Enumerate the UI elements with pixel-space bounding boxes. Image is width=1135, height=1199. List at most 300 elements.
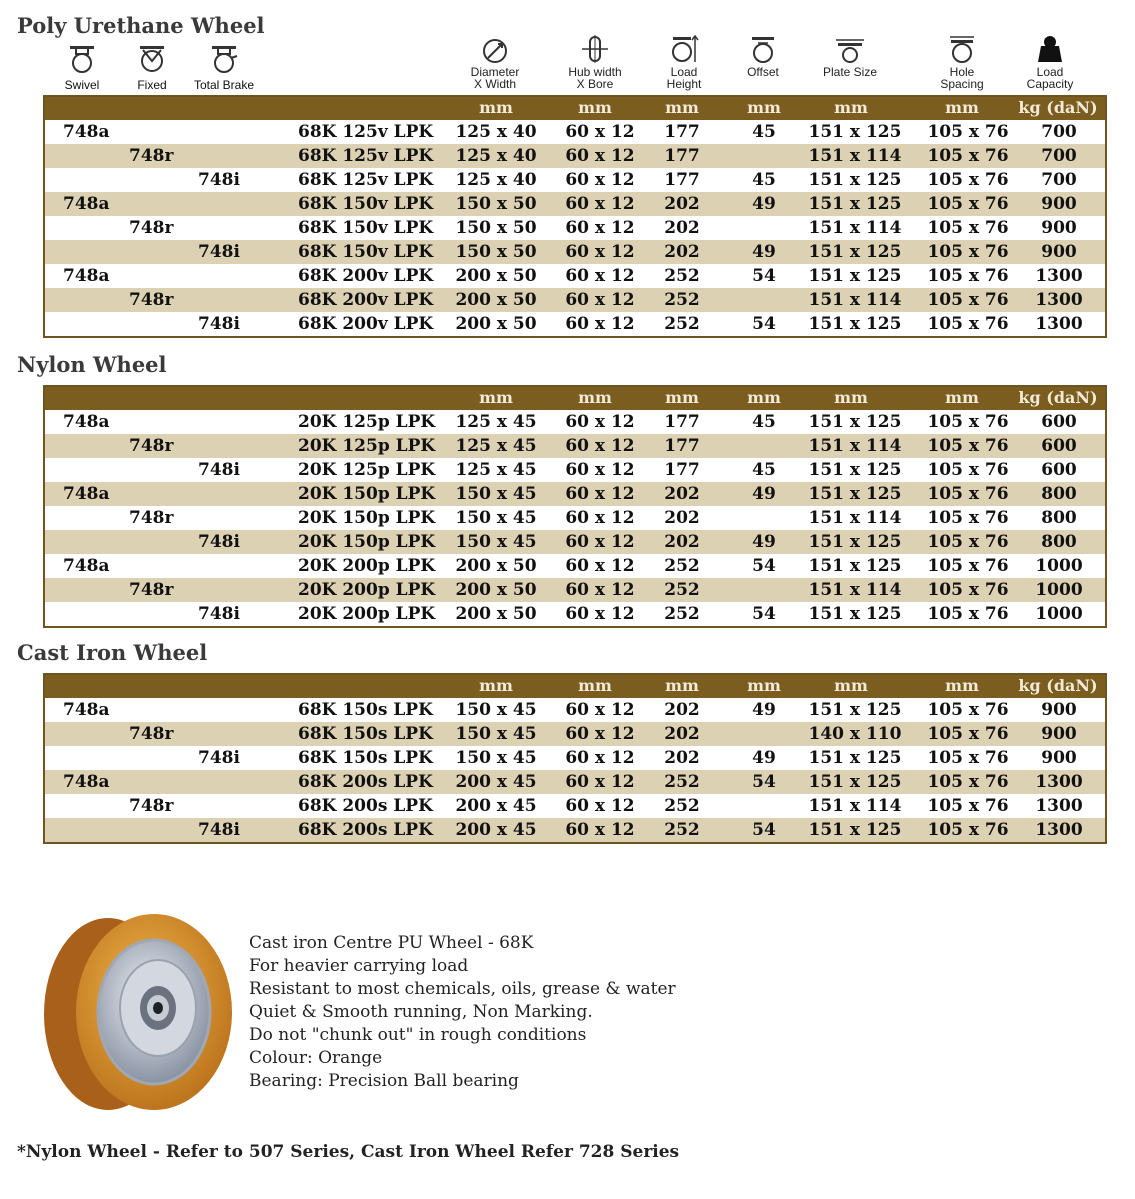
cell-code: 68K 125v LPK [298,146,434,166]
cell-plate: 151 x 125 [808,820,902,840]
cell-offset: 54 [752,604,776,624]
cell-offset: 54 [752,820,776,840]
cell-diameter: 125 x 40 [455,122,537,142]
cell-code: 20K 150p LPK [298,532,436,552]
cell-capacity: 900 [1041,194,1077,214]
table-row [45,168,1105,192]
cell-hub: 60 x 12 [565,796,635,816]
cell-plate: 151 x 114 [808,508,902,528]
cell-capacity: 700 [1041,122,1077,142]
unit-label: kg (daN) [1018,388,1098,407]
cell-capacity: 1300 [1035,796,1083,816]
cell-height: 202 [664,724,700,744]
cell-plate: 151 x 125 [808,532,902,552]
cell-code: 68K 125v LPK [298,122,434,142]
units-header-row [45,675,1105,698]
cell-holes: 105 x 76 [927,170,1009,190]
unit-label: mm [665,98,699,117]
unit-label: mm [945,676,979,695]
cell-plate: 151 x 125 [808,412,902,432]
cell-holes: 105 x 76 [927,194,1009,214]
cell-capacity: 1000 [1035,580,1083,600]
offset-icon [748,34,778,64]
cell-code: 68K 125v LPK [298,170,434,190]
cell-holes: 105 x 76 [927,436,1009,456]
cell-holes: 105 x 76 [927,508,1009,528]
cell-code: 20K 200p LPK [298,556,436,576]
table-row [45,506,1105,530]
description-line: Bearing: Precision Ball bearing [249,1071,519,1091]
cell-height: 177 [664,412,700,432]
cell-height: 202 [664,508,700,528]
cell-capacity: 600 [1041,460,1077,480]
cell-code: 68K 200s LPK [298,796,433,816]
diameter-icon [481,34,509,64]
cell-height: 252 [664,266,700,286]
cell-holes: 105 x 76 [927,484,1009,504]
cell-plate: 151 x 114 [808,796,902,816]
cell-height: 252 [664,772,700,792]
cell-capacity: 1300 [1035,290,1083,310]
cell-holes: 105 x 76 [927,748,1009,768]
cell-height: 202 [664,700,700,720]
table-row [45,530,1105,554]
section-title-cast-iron: Cast Iron Wheel [17,640,208,665]
cell-code: 68K 150v LPK [298,194,434,214]
description-line: Colour: Orange [249,1048,383,1068]
column-diameter-label1: Diameter [470,65,520,79]
cell-diameter: 150 x 45 [455,724,537,744]
cell-offset: 49 [752,700,776,720]
cell-holes: 105 x 76 [927,266,1009,286]
cell-holes: 105 x 76 [927,146,1009,166]
cell-code: 20K 125p LPK [298,436,436,456]
cell-offset: 45 [752,170,776,190]
cell-plate: 151 x 125 [808,266,902,286]
cell-plate: 151 x 125 [808,122,902,142]
cell-offset: 54 [752,266,776,286]
cell-height: 177 [664,146,700,166]
cell-capacity: 900 [1041,724,1077,744]
caster-type-code: 748a [63,484,110,504]
column-plate-size [816,34,884,78]
table-row [45,698,1105,722]
cell-diameter: 200 x 50 [455,580,537,600]
cell-height: 202 [664,484,700,504]
caster-type-fixed [132,44,172,74]
cell-hub: 60 x 12 [565,290,635,310]
pu-wheel-image [36,904,236,1122]
table-row [45,722,1105,746]
product-description [249,932,676,1093]
table-row [45,434,1105,458]
unit-label: mm [834,676,868,695]
cell-offset: 45 [752,412,776,432]
section-title-poly-urethane: Poly Urethane Wheel [17,13,265,38]
unit-label: mm [747,676,781,695]
cell-diameter: 150 x 50 [455,242,537,262]
cell-capacity: 700 [1041,146,1077,166]
caster-type-code: 748i [198,170,240,190]
cell-code: 20K 125p LPK [298,460,436,480]
caster-type-code: 748i [198,532,240,552]
cell-height: 202 [664,242,700,262]
cell-offset: 49 [752,748,776,768]
cell-plate: 151 x 125 [808,194,902,214]
cell-height: 252 [664,604,700,624]
caster-type-swivel-label: Swivel [64,78,100,92]
caster-type-code: 748r [129,796,174,816]
cell-height: 252 [664,796,700,816]
cell-hub: 60 x 12 [565,532,635,552]
column-load-capacity [1020,34,1080,90]
cell-capacity: 1300 [1035,772,1083,792]
cell-hub: 60 x 12 [565,242,635,262]
unit-label: kg (daN) [1018,98,1098,117]
table-row [45,144,1105,168]
cell-code: 68K 200v LPK [298,266,434,286]
cell-plate: 151 x 114 [808,290,902,310]
unit-label: mm [665,388,699,407]
cell-holes: 105 x 76 [927,724,1009,744]
column-offset-label1: Offset [747,65,779,79]
cell-hub: 60 x 12 [565,436,635,456]
caster-type-code: 748i [198,604,240,624]
cell-hub: 60 x 12 [565,194,635,214]
cell-hub: 60 x 12 [565,580,635,600]
cell-hub: 60 x 12 [565,218,635,238]
cell-height: 177 [664,460,700,480]
cell-code: 68K 150v LPK [298,242,434,262]
cell-holes: 105 x 76 [927,242,1009,262]
cell-plate: 151 x 125 [808,556,902,576]
cell-diameter: 125 x 45 [455,436,537,456]
cell-hub: 60 x 12 [565,772,635,792]
unit-label: mm [665,676,699,695]
cell-hub: 60 x 12 [565,412,635,432]
cell-capacity: 900 [1041,218,1077,238]
caster-type-total-brake [194,44,254,74]
cell-diameter: 200 x 50 [455,314,537,334]
column-load-capacity-label2: Capacity [1026,77,1074,91]
cell-holes: 105 x 76 [927,820,1009,840]
unit-label: mm [479,98,513,117]
column-diameter-label2: X Width [473,77,516,91]
cell-diameter: 200 x 50 [455,604,537,624]
cell-code: 68K 150s LPK [298,700,433,720]
cell-diameter: 125 x 40 [455,170,537,190]
cell-height: 202 [664,218,700,238]
caster-type-code: 748i [198,314,240,334]
cell-code: 68K 150s LPK [298,748,433,768]
column-load-height-label1: Load [670,65,698,79]
caster-type-fixed-label: Fixed [137,78,167,92]
cell-plate: 151 x 125 [808,772,902,792]
caster-type-code: 748i [198,820,240,840]
cell-height: 177 [664,436,700,456]
cell-capacity: 900 [1041,242,1077,262]
caster-type-code: 748r [129,436,174,456]
unit-label: mm [747,388,781,407]
column-diameter [464,34,526,90]
cell-plate: 151 x 114 [808,580,902,600]
cell-capacity: 1000 [1035,556,1083,576]
cell-capacity: 900 [1041,700,1077,720]
unit-label: mm [834,388,868,407]
cell-diameter: 150 x 45 [455,484,537,504]
caster-type-code: 748a [63,194,110,214]
cell-code: 68K 200v LPK [298,314,434,334]
cell-plate: 151 x 114 [808,146,902,166]
cell-holes: 105 x 76 [927,700,1009,720]
table-row [45,458,1105,482]
caster-type-code: 748r [129,146,174,166]
table-row [45,264,1105,288]
cell-holes: 105 x 76 [927,122,1009,142]
column-load-capacity-label1: Load [1036,65,1064,79]
cell-hub: 60 x 12 [565,724,635,744]
cell-capacity: 900 [1041,748,1077,768]
cell-holes: 105 x 76 [927,218,1009,238]
caster-type-code: 748a [63,412,110,432]
caster-type-code: 748r [129,508,174,528]
cell-plate: 151 x 125 [808,748,902,768]
column-hole-spacing-label2: Spacing [940,77,984,91]
column-hole-spacing [931,34,993,90]
table-row [45,794,1105,818]
table-row [45,410,1105,434]
cell-height: 202 [664,194,700,214]
unit-label: mm [945,388,979,407]
cell-offset: 45 [752,460,776,480]
fixed-caster-icon [137,44,167,74]
cell-diameter: 125 x 45 [455,460,537,480]
load-height-icon [669,34,699,64]
cell-code: 68K 200v LPK [298,290,434,310]
cell-holes: 105 x 76 [927,580,1009,600]
cell-offset: 54 [752,772,776,792]
unit-label: mm [945,98,979,117]
cell-holes: 105 x 76 [927,796,1009,816]
cell-diameter: 150 x 50 [455,218,537,238]
cell-offset: 49 [752,242,776,262]
hub-width-icon [580,34,610,64]
unit-label: mm [578,676,612,695]
cell-capacity: 800 [1041,532,1077,552]
swivel-caster-icon [67,44,97,74]
caster-type-code: 748a [63,700,110,720]
cell-height: 252 [664,556,700,576]
cell-code: 20K 150p LPK [298,508,436,528]
unit-label: mm [578,388,612,407]
footnote: *Nylon Wheel - Refer to 507 Series, Cast Iron Wheel Refer 728 Series [17,1142,680,1162]
cell-hub: 60 x 12 [565,556,635,576]
cell-diameter: 150 x 45 [455,748,537,768]
cell-diameter: 200 x 45 [455,796,537,816]
cell-offset: 49 [752,194,776,214]
table-row [45,288,1105,312]
caster-type-code: 748a [63,772,110,792]
cell-plate: 140 x 110 [808,724,902,744]
cell-diameter: 150 x 45 [455,508,537,528]
cell-holes: 105 x 76 [927,556,1009,576]
cell-diameter: 150 x 50 [455,194,537,214]
cell-hub: 60 x 12 [565,122,635,142]
cell-plate: 151 x 125 [808,484,902,504]
cell-hub: 60 x 12 [565,820,635,840]
cell-hub: 60 x 12 [565,604,635,624]
nylon-table [43,385,1107,628]
cell-diameter: 125 x 40 [455,146,537,166]
cell-hub: 60 x 12 [565,508,635,528]
cell-code: 68K 200s LPK [298,772,433,792]
unit-label: mm [747,98,781,117]
caster-type-code: 748a [63,266,110,286]
cell-code: 68K 200s LPK [298,820,433,840]
table-row [45,482,1105,506]
cell-hub: 60 x 12 [565,460,635,480]
description-line: Quiet & Smooth running, Non Marking. [249,1002,593,1022]
cell-height: 177 [664,170,700,190]
cell-holes: 105 x 76 [927,532,1009,552]
cell-hub: 60 x 12 [565,170,635,190]
column-hub-width [562,34,628,90]
hole-spacing-icon [947,34,977,64]
cell-capacity: 1000 [1035,604,1083,624]
unit-label: kg (daN) [1018,676,1098,695]
units-header-row [45,97,1105,120]
cell-holes: 105 x 76 [927,314,1009,334]
table-row [45,312,1105,336]
cell-capacity: 800 [1041,508,1077,528]
cell-holes: 105 x 76 [927,604,1009,624]
description-line: For heavier carrying load [249,956,469,976]
cell-diameter: 200 x 45 [455,772,537,792]
plate-size-icon [833,34,867,64]
table-row [45,120,1105,144]
cell-plate: 151 x 125 [808,242,902,262]
cell-diameter: 125 x 45 [455,412,537,432]
total-brake-caster-icon [209,44,239,74]
table-row [45,578,1105,602]
cast-iron-table [43,673,1107,844]
table-row [45,746,1105,770]
cell-hub: 60 x 12 [565,314,635,334]
cell-diameter: 150 x 45 [455,700,537,720]
description-line: Cast iron Centre PU Wheel - 68K [249,933,534,953]
cell-hub: 60 x 12 [565,484,635,504]
unit-label: mm [578,98,612,117]
column-offset [738,34,788,78]
cell-plate: 151 x 125 [808,314,902,334]
cell-hub: 60 x 12 [565,748,635,768]
caster-type-code: 748i [198,748,240,768]
cell-offset: 49 [752,484,776,504]
cell-code: 20K 125p LPK [298,412,436,432]
cell-offset: 49 [752,532,776,552]
cell-holes: 105 x 76 [927,460,1009,480]
unit-label: mm [479,676,513,695]
caster-type-code: 748a [63,556,110,576]
cell-diameter: 200 x 50 [455,290,537,310]
description-line: Do not "chunk out" in rough conditions [249,1025,587,1045]
unit-label: mm [479,388,513,407]
table-row [45,216,1105,240]
cell-offset: 54 [752,556,776,576]
cell-hub: 60 x 12 [565,266,635,286]
cell-plate: 151 x 125 [808,700,902,720]
cell-holes: 105 x 76 [927,772,1009,792]
cell-hub: 60 x 12 [565,146,635,166]
cell-plate: 151 x 114 [808,218,902,238]
table-row [45,770,1105,794]
caster-type-total-brake-label: Total Brake [193,78,255,92]
cell-capacity: 600 [1041,412,1077,432]
table-row [45,240,1105,264]
caster-type-code: 748r [129,580,174,600]
units-header-row [45,387,1105,410]
column-load-height [658,34,710,90]
cell-plate: 151 x 125 [808,460,902,480]
cell-diameter: 150 x 45 [455,532,537,552]
cell-diameter: 200 x 45 [455,820,537,840]
cell-code: 20K 200p LPK [298,604,436,624]
cell-code: 20K 200p LPK [298,580,436,600]
table-row [45,554,1105,578]
cell-capacity: 800 [1041,484,1077,504]
poly-urethane-table [43,95,1107,338]
column-hub-width-label2: X Bore [576,77,614,91]
cell-code: 68K 150s LPK [298,724,433,744]
column-plate-size-label1: Plate Size [822,65,878,79]
cell-capacity: 1300 [1035,820,1083,840]
table-row [45,602,1105,626]
cell-capacity: 1300 [1035,266,1083,286]
cell-holes: 105 x 76 [927,290,1009,310]
table-row [45,192,1105,216]
cell-height: 252 [664,290,700,310]
caster-type-code: 748r [129,290,174,310]
cell-offset: 45 [752,122,776,142]
cell-plate: 151 x 125 [808,170,902,190]
column-hole-spacing-label1: Hole [949,65,975,79]
section-title-nylon: Nylon Wheel [17,352,167,377]
caster-type-code: 748r [129,218,174,238]
column-load-height-label2: Height [666,77,702,91]
cell-capacity: 1300 [1035,314,1083,334]
cell-diameter: 200 x 50 [455,556,537,576]
cell-code: 68K 150v LPK [298,218,434,238]
table-row [45,818,1105,842]
cell-diameter: 200 x 50 [455,266,537,286]
load-capacity-icon [1037,34,1063,64]
cell-height: 252 [664,820,700,840]
cell-plate: 151 x 114 [808,436,902,456]
caster-type-code: 748a [63,122,110,142]
caster-type-code: 748r [129,724,174,744]
cell-plate: 151 x 125 [808,604,902,624]
cell-height: 252 [664,580,700,600]
cell-height: 177 [664,122,700,142]
cell-capacity: 700 [1041,170,1077,190]
column-hub-width-label1: Hub width [568,65,622,79]
cell-code: 20K 150p LPK [298,484,436,504]
caster-type-code: 748i [198,460,240,480]
caster-type-code: 748i [198,242,240,262]
cell-height: 202 [664,532,700,552]
cell-offset: 54 [752,314,776,334]
cell-height: 202 [664,748,700,768]
